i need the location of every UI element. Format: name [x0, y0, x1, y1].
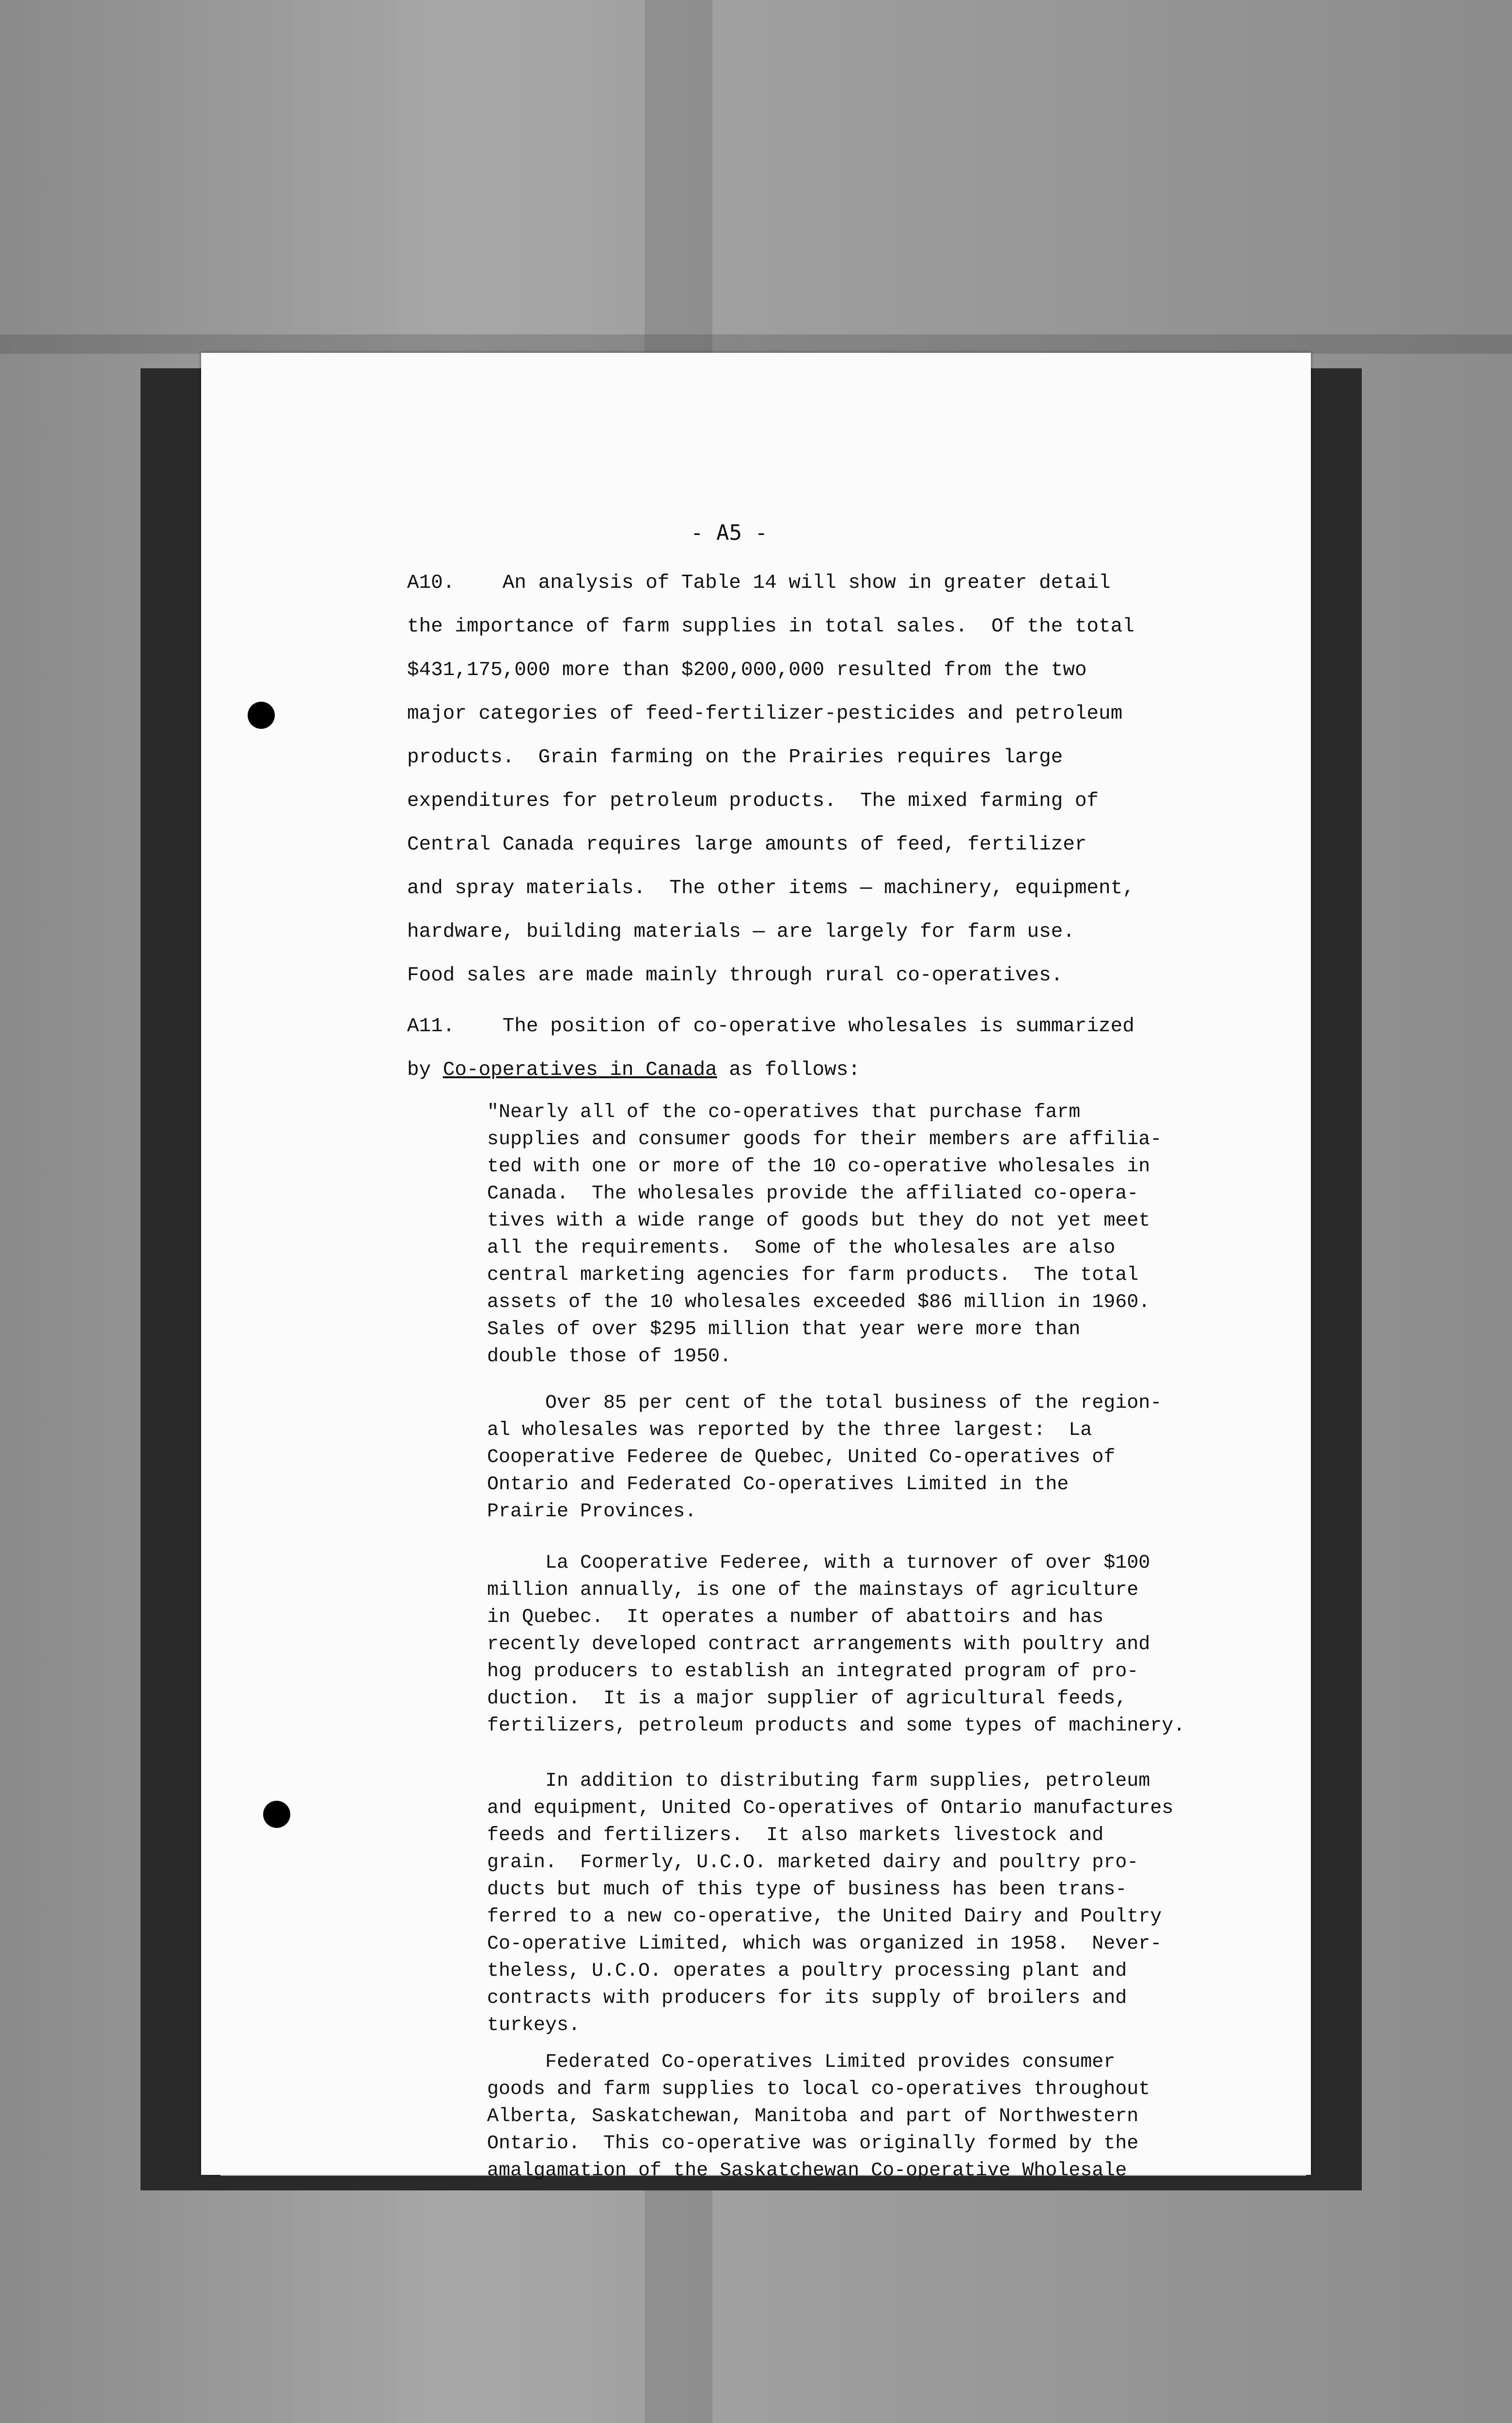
- quote-paragraph-3: La Cooperative Federee, with a turnover of over $100 million annually, is one of the mainstays of agriculture in Quebec. It operates a number of abattoirs and has recently developed contract arrangements with poultry and hog producers to establish an integrated program of pro- duction. It is a major supplier of agricultural feeds, fertilizers, petroleum products and some types of machinery.: [487, 1552, 1185, 1737]
- quote-paragraph-4: In addition to distributing farm supplies, petroleum and equipment, United Co-operatives of Ontario manufactures feeds and fertilizers. It also markets livestock and grain. Formerly, U.C.O. marketed dairy and poultry pro- ducts but much of this type of business has been trans- ferred to a new co-operative, the United Dairy and Poultry Co-operative Limited, which was organized in 1958. Never- theless, U.C.O. operates a poultry processing plant and contracts with producers for its supply of broilers and turkeys.: [487, 1770, 1174, 2036]
- quote-paragraph-2: Over 85 per cent of the total business of the region- al wholesales was reported by the three largest: La Cooperative Federee de Quebec, United Co-operatives of Ontario and Federated Co-operatives Limited in the Prairie Provinces.: [487, 1392, 1162, 1523]
- punch-hole-icon: [263, 1801, 290, 1828]
- book-title: Co-operatives in Canada: [442, 1059, 717, 1081]
- quote-paragraph-1: "Nearly all of the co-operatives that purchase farm supplies and consumer goods for their members are affilia- ted with one or more of the 10 co-operative wholesales in Canada. The wholesales provide the affiliated co-opera- tives with a wide range of goods but they do not yet meet all the requirements. Some of the wholesales are also central marketing agencies for farm products. The total assets of the 10 wholesales exceeded $86 million in 1960. Sales of over $295 million that year were more than double those of 1950.: [487, 1101, 1162, 1368]
- document-page: [201, 353, 1311, 2182]
- paragraph-a10: A10. An analysis of Table 14 will show in greater detail the importance of farm supplies in total sales. Of the total $431,175,000 more than $200,000,000 resulted from the two major categories of feed-fertilizer-pesticides and petroleum products. Grain farming on the Prairies requires large expenditures for petroleum products. The mixed farming of Central Canada requires large amounts of feed, fertilizer and spray materials. The other items — machinery, equipment, hardware, building materials — are largely for farm use. Food sales are made mainly through rural co-operatives.: [407, 572, 1134, 987]
- punch-hole-icon: [248, 702, 275, 729]
- paragraph-a11: A11. The position of co-operative wholesales is summarized by Co-operatives in Canada as follows:: [407, 1015, 1134, 1081]
- quote-paragraph-5: Federated Co-operatives Limited provides consumer goods and farm supplies to local co-operatives throughout Alberta, Saskatchewan, Manitoba and part of Northwestern Ontario. This co-operative was originally formed by the amalgamation of the Saskatchewan Co-operative Wholesale: [487, 2051, 1150, 2182]
- page-number: - A5 -: [691, 520, 768, 545]
- backing-strip-horizontal: [0, 334, 1512, 354]
